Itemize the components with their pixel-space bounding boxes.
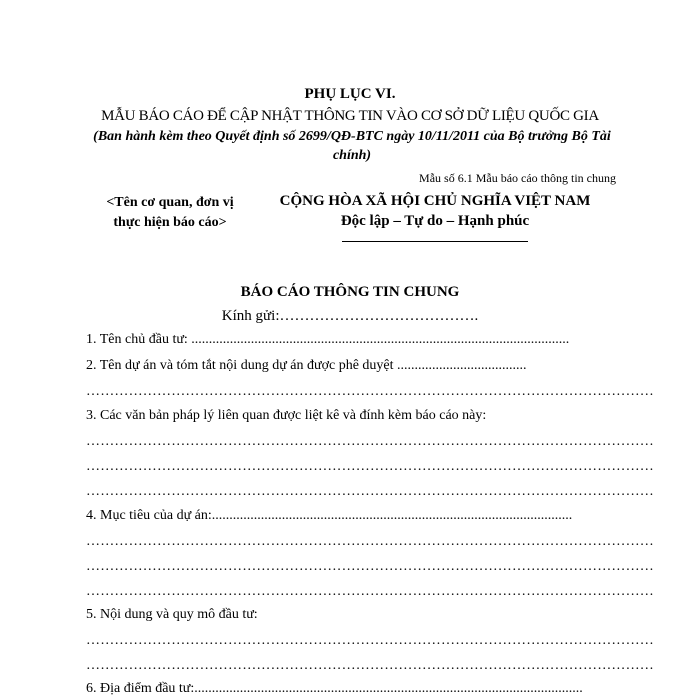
- dotted-line: …………………………………………………………………………………………………………: [86, 658, 654, 673]
- agency-line-1: <Tên cơ quan, đơn vị: [106, 195, 234, 210]
- dotted-line: …………………………………………………………………………………………………………: [86, 459, 654, 474]
- field-objectives: 4. Mục tiêu của dự án:.......................................................................................................: [86, 508, 573, 523]
- dotted-line: …………………………………………………………………………………………………………: [86, 484, 654, 499]
- form-code: Mẫu số 6.1 Mẫu báo cáo thông tin chung: [419, 171, 616, 185]
- nation-name: CỘNG HÒA XÃ HỘI CHỦ NGHĨA VIỆT NAM: [279, 193, 591, 209]
- national-motto: Độc lập – Tự do – Hạnh phúc: [340, 213, 530, 229]
- recipient-line: Kính gửi:………………………………….: [221, 308, 479, 324]
- dotted-line: …………………………………………………………………………………………………………: [86, 534, 654, 549]
- field-investor: 1. Tên chủ đầu tư: ............................................................................................................: [86, 332, 570, 347]
- decision-note: (Ban hành kèm theo Quyết định số 2699/QĐ-BTC ngày 10/11/2011 của Bộ trưởng Bộ Tài chính): [93, 129, 611, 163]
- field-project: 2. Tên dự án và tóm tắt nội dung dự án được phê duyệt .....................................: [86, 358, 527, 373]
- field-location: 6. Địa điểm đầu tư:...............................................................................................................: [86, 681, 583, 696]
- report-title: BÁO CÁO THÔNG TIN CHUNG: [240, 284, 460, 300]
- dotted-line: …………………………………………………………………………………………………………: [86, 584, 654, 599]
- dotted-line: …………………………………………………………………………………………………………: [86, 434, 654, 449]
- agency-line-2: thực hiện báo cáo>: [113, 215, 227, 230]
- field-content-scale: 5. Nội dung và quy mô đầu tư:: [86, 607, 258, 622]
- dotted-line: …………………………………………………………………………………………………………: [86, 559, 654, 574]
- dotted-line: …………………………………………………………………………………………………………: [86, 384, 654, 399]
- motto-underline: [342, 241, 528, 242]
- appendix-title: PHỤ LỤC VI.: [304, 86, 396, 102]
- field-legal-docs: 3. Các văn bản pháp lý liên quan được liệt kê và đính kèm báo cáo này:: [86, 408, 487, 423]
- appendix-subtitle: MẪU BÁO CÁO ĐỂ CẬP NHẬT THÔNG TIN VÀO CƠ SỞ DỮ LIỆU QUỐC GIA: [101, 108, 599, 124]
- national-header: [262, 191, 608, 242]
- agency-block: [80, 193, 260, 233]
- dotted-line: …………………………………………………………………………………………………………: [86, 633, 654, 648]
